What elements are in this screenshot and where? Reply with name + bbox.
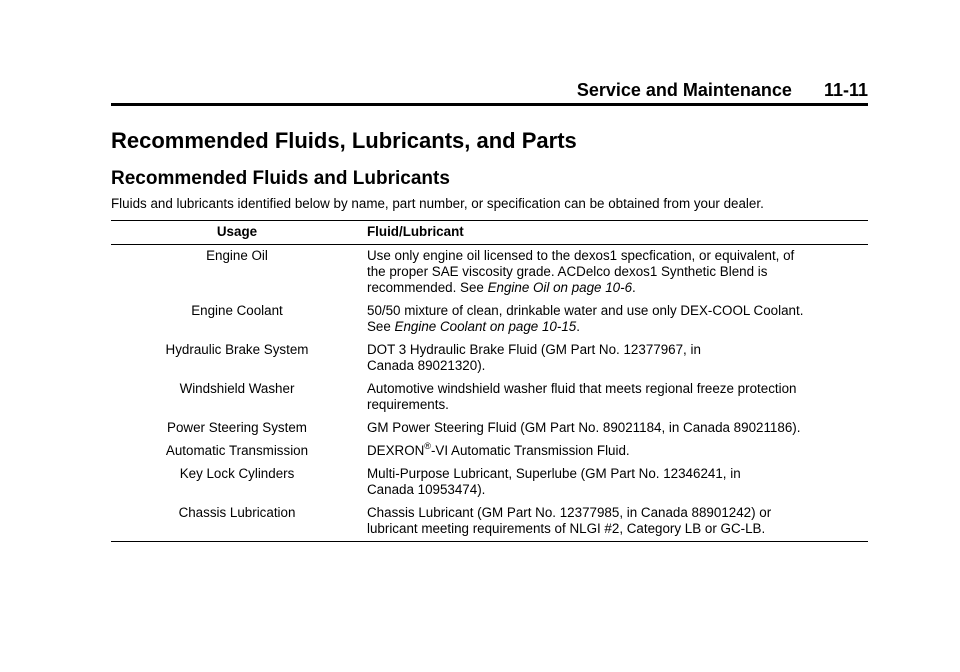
usage-cell: Windshield Washer [179,381,295,396]
usage-cell: Hydraulic Brake System [165,342,309,357]
column-header-usage: Usage [216,224,258,239]
fluid-cell [363,417,868,440]
usage-cell: Chassis Lubrication [178,505,296,520]
cross-reference: Engine Oil on page 10-6 [487,280,633,295]
table-row [111,463,868,502]
page-number: 11-11 [823,80,868,100]
cross-reference: Engine Coolant on page 10-15 [394,319,577,334]
section-title: Recommended Fluids, Lubricants, and Parts [111,128,577,153]
fluid-text: 50/50 mixture of clean, drinkable water and use only DEX-COOL Coolant. [367,303,804,318]
intro-paragraph: Fluids and lubricants identified below by name, part number, or specification can be obtained from your dealer. [111,196,764,211]
fluid-text: requirements. [367,397,449,412]
fluid-text: . [576,319,580,334]
fluid-text: GM Power Steering Fluid (GM Part No. 89021184, in Canada 89021186). [367,420,801,435]
fluid-cell [363,440,868,463]
fluid-text: lubricant meeting requirements of NLGI #2, Category LB or GC-LB. [367,521,766,536]
table-row [111,417,868,440]
fluid-text: recommended. See [367,280,488,295]
table-row [111,378,868,417]
fluid-text: Multi-Purpose Lubricant, Superlube (GM Part No. 12346241, in [367,466,741,481]
fluids-table [111,220,868,542]
fluid-text: . [632,280,636,295]
table-header-row [111,221,868,245]
fluid-text: Canada 10953474). [367,482,486,497]
table-row [111,245,868,301]
fluid-text: See [367,319,395,334]
table-row [111,300,868,339]
fluid-cell [363,339,868,378]
subsection-title: Recommended Fluids and Lubricants [111,168,450,189]
registered-mark: ® [424,440,431,451]
fluid-text: the proper SAE viscosity grade. ACDelco dexos1 Synthetic Blend is [367,264,768,279]
fluid-cell [363,245,868,301]
fluid-text: -VI Automatic Transmission Fluid. [430,443,630,458]
fluid-cell [363,502,868,542]
fluid-text: DEXRON [367,443,425,458]
fluid-cell [363,463,868,502]
fluid-cell [363,300,868,339]
table-row [111,339,868,378]
table-row [111,440,868,463]
usage-cell: Engine Oil [206,248,268,263]
fluid-text: Use only engine oil licensed to the dexos1 specfication, or equivalent, of [367,248,795,263]
fluid-text: Chassis Lubricant (GM Part No. 12377985, in Canada 88901242) or [367,505,772,520]
fluid-text: DOT 3 Hydraulic Brake Fluid (GM Part No. 12377967, in [367,342,701,357]
header-rule [111,103,868,106]
fluid-text: Automotive windshield washer fluid that meets regional freeze protection [367,381,797,396]
fluid-text: Canada 89021320). [367,358,486,373]
usage-cell: Automatic Transmission [165,443,309,458]
table-row [111,502,868,542]
page-header [111,78,868,102]
fluid-cell [363,378,868,417]
usage-cell: Engine Coolant [191,303,283,318]
column-header-fluid: Fluid/Lubricant [367,224,464,239]
usage-cell: Power Steering System [167,420,307,435]
header-section-name: Service and Maintenance [576,80,792,100]
usage-cell: Key Lock Cylinders [179,466,295,481]
